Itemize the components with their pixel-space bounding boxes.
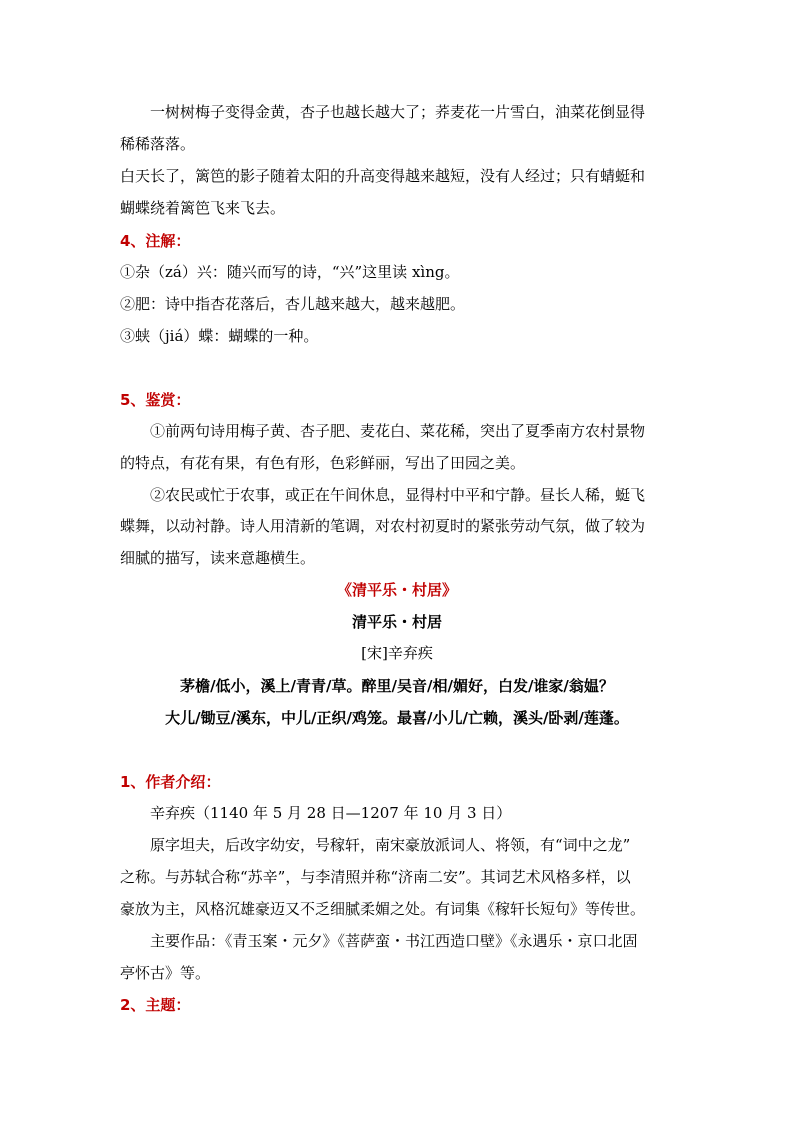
note-item-3: ③蛱（jiá）蝶：蝴蝶的一种。 — [120, 327, 319, 345]
author-bio-line-1: 原字坦夫，后改字幼安，号稼轩，南宋豪放派词人、将领，有“词中之龙” — [150, 836, 631, 854]
note-item-1: ①杂（zá）兴：随兴而写的诗，“兴”这里读 xìng。 — [120, 263, 460, 281]
intro-line-4: 蝴蝶绕着篱笆飞来飞去。 — [120, 199, 286, 217]
intro-line-1: 一树树梅子变得金黄，杏子也越长越大了；荞麦花一片雪白，油菜花倒显得 — [150, 103, 646, 121]
author-works-line-2: 亭怀古》等。 — [120, 964, 211, 982]
intro-line-2: 稀稀落落。 — [120, 135, 196, 153]
poem-section-title: 《清平乐・村居》 — [336, 581, 457, 599]
appreciation-p2-line-2: 蝶舞，以动衬静。诗人用清新的笔调，对农村初夏时的紧张劳动气氛，做了较为 — [120, 517, 646, 535]
poem-line-2: 大儿/锄豆/溪东，中儿/正织/鸡笼。最喜/小儿/亡赖，溪头/卧剥/莲蓬。 — [165, 709, 629, 727]
author-dates: 辛弃疾（1140 年 5 月 28 日—1207 年 10 月 3 日） — [150, 804, 512, 822]
appreciation-p2-line-1: ②农民或忙于农事，或正在午间休息，显得村中平和宁静。昼长人稀，蜓飞 — [150, 486, 646, 504]
author-works-line-1: 主要作品：《青玉案・元夕》《菩萨蛮・书江西造口壁》《永遇乐・京口北固 — [150, 932, 638, 950]
author-bio-line-2: 之称。与苏轼合称“苏辛”，与李清照并称“济南二安”。其词艺术风格多样，以 — [120, 868, 631, 886]
intro-line-3: 白天长了，篱笆的影子随着太阳的升高变得越来越短，没有人经过；只有蜻蜓和 — [120, 167, 646, 185]
poem-title: 清平乐・村居 — [351, 613, 442, 631]
appreciation-p1-line-2: 的特点，有花有果，有色有形，色彩鲜丽，写出了田园之美。 — [120, 454, 526, 472]
author-intro-heading: 1、作者介绍： — [120, 773, 221, 791]
theme-heading: 2、主题： — [120, 996, 191, 1014]
author-bio-line-3: 豪放为主，风格沉雄豪迈又不乏细腻柔媚之处。有词集《稼轩长短句》等传世。 — [120, 900, 646, 918]
appreciation-heading: 5、鉴赏： — [120, 391, 191, 409]
appreciation-p2-line-3: 细腻的描写，读来意趣横生。 — [120, 549, 316, 567]
poem-line-1: 茅檐/低小，溪上/青青/草。醉里/吴音/相/媚好，白发/谁家/翁媪？ — [180, 677, 614, 695]
poem-author: [宋]辛弃疾 — [361, 644, 433, 662]
notes-heading: 4、注解： — [120, 232, 191, 250]
note-item-2: ②肥：诗中指杏花落后，杏儿越来越大，越来越肥。 — [120, 295, 466, 313]
appreciation-p1-line-1: ①前两句诗用梅子黄、杏子肥、麦花白、菜花稀，突出了夏季南方农村景物 — [150, 422, 646, 440]
